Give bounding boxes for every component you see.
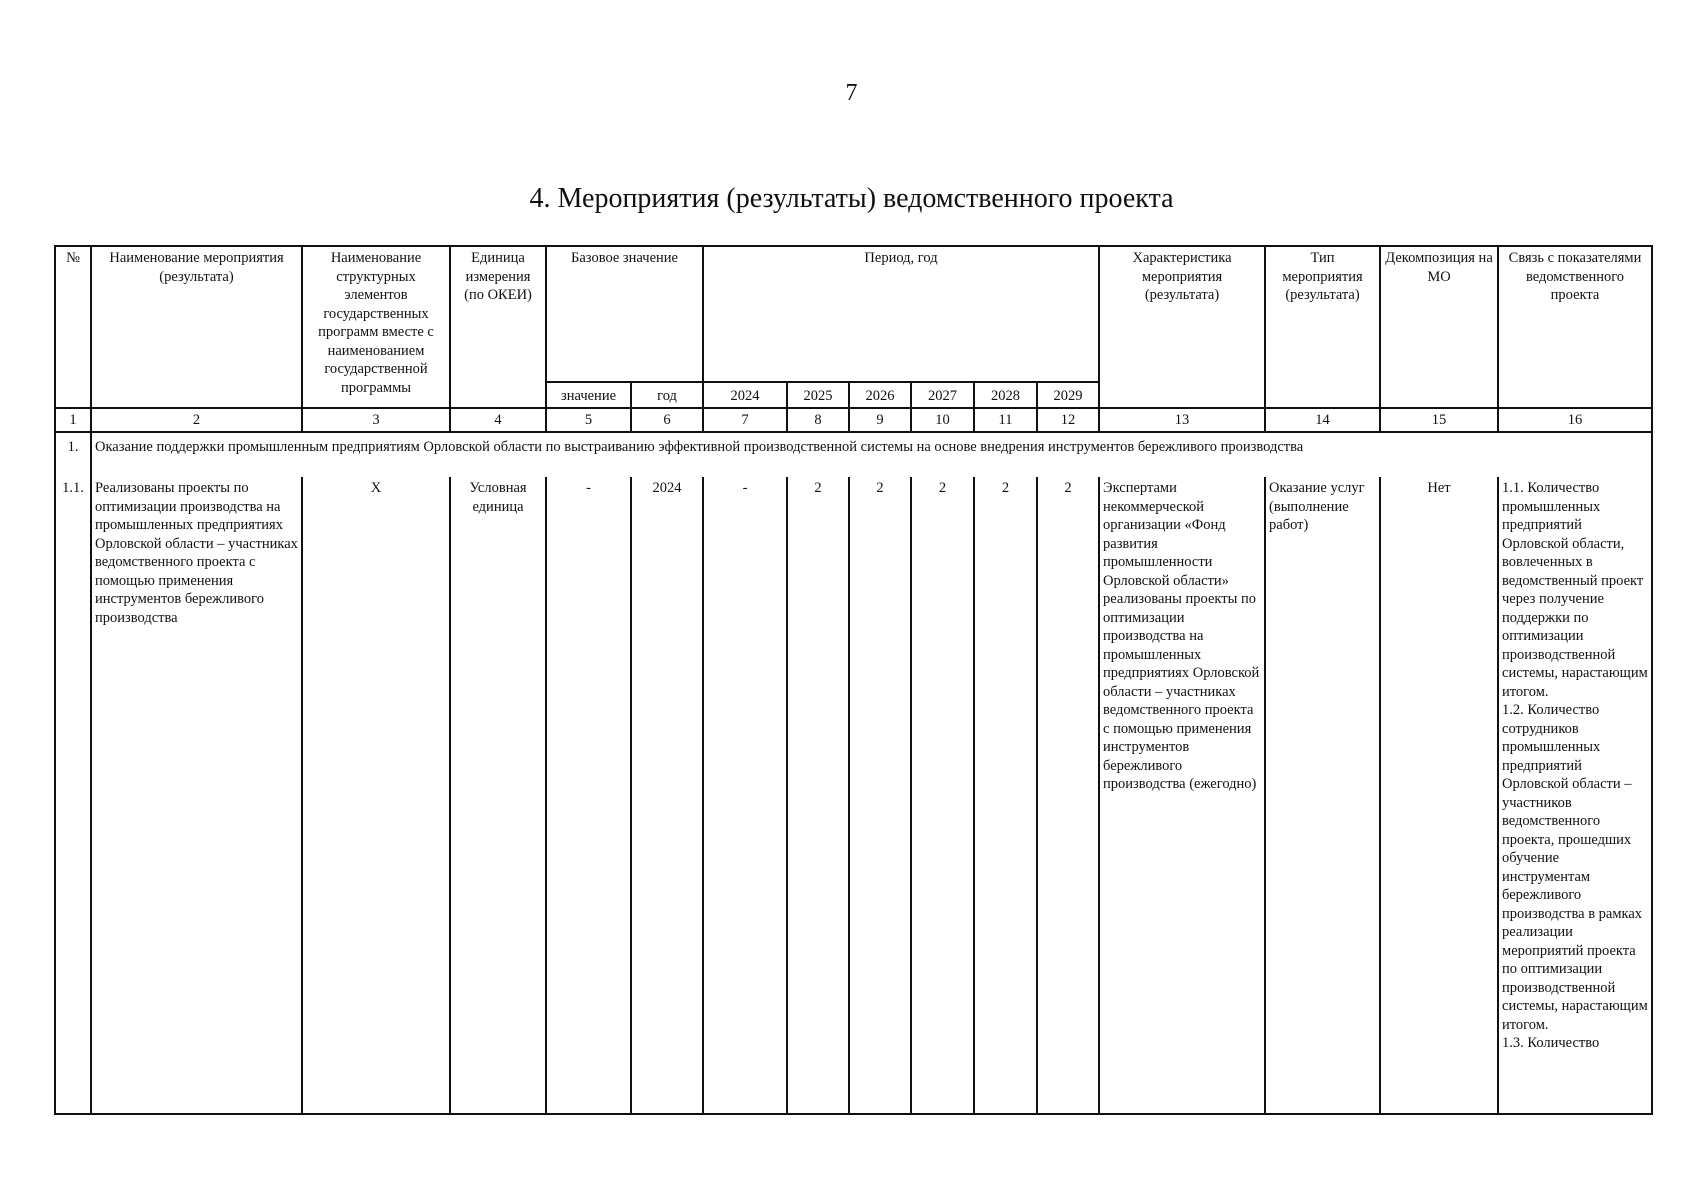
header-year-2026: 2026 [849,382,911,408]
header-year-2028: 2028 [974,382,1037,408]
row-unit: Условная единица [450,477,546,1114]
column-number: 10 [911,408,974,432]
column-number: 3 [302,408,450,432]
column-number: 14 [1265,408,1380,432]
header-year-2027: 2027 [911,382,974,408]
header-base-value: значение [546,382,631,408]
column-number: 16 [1498,408,1652,432]
section-row [55,432,1652,477]
header-base: Базовое значение [546,246,703,382]
column-number: 11 [974,408,1037,432]
column-number: 5 [546,408,631,432]
row-value-2028: 2 [974,477,1037,1114]
section-num: 1. [55,432,91,477]
row-base-value: - [546,477,631,1114]
header-base-year: год [631,382,703,408]
activities-table [54,245,1653,1115]
row-value-2024: - [703,477,787,1114]
column-number: 8 [787,408,849,432]
header-name: Наименование мероприятия (результата) [91,246,302,408]
column-number: 1 [55,408,91,432]
page-title: 4. Мероприятия (результаты) ведомственного проекта [529,183,1174,214]
row-link: 1.1. Количество промышленных предприятий Орловской области, вовлеченных в ведомственный проект через получение поддержки по оптимизации производственной системы, нарастающим итогом. 1.2. Количество сотрудников промышленных предприятий Орловской области – участников ведомственного проекта, прошедших обучение инструментам бережливого производства в рамках реализации мероприятий проекта по оптимизации производственной системы, нарастающим итогом. 1.3. Количество [1498,477,1652,1114]
header-year-2024: 2024 [703,382,787,408]
column-number: 7 [703,408,787,432]
row-value-2029: 2 [1037,477,1099,1114]
header-type: Тип мероприятия (результата) [1265,246,1380,408]
table-row [55,477,1652,1114]
section-title: Оказание поддержки промышленным предприятиям Орловской области по выстраиванию эффективной производственной системы на основе внедрения инструментов бережливого производства [91,432,1652,477]
column-number: 13 [1099,408,1265,432]
header-decomposition: Декомпозиция на МО [1380,246,1498,408]
header-structural: Наименование структурных элементов государственных программ вместе с наименованием государственной программы [302,246,450,408]
row-structural: X [302,477,450,1114]
column-number: 6 [631,408,703,432]
column-number: 15 [1380,408,1498,432]
header-period: Период, год [703,246,1099,382]
row-decomposition: Нет [1380,477,1498,1114]
header-row [55,246,1652,382]
column-number: 12 [1037,408,1099,432]
row-value-2025: 2 [787,477,849,1114]
row-num: 1.1. [55,477,91,1114]
row-type: Оказание услуг (выполнение работ) [1265,477,1380,1114]
row-characteristic: Экспертами некоммерческой организации «Фонд развития промышленности Орловской области» реализованы проекты по оптимизации производства на промышленных предприятиях Орловской области – участниках ведомственного проекта с помощью применения инструментов бережливого производства (ежегодно) [1099,477,1265,1114]
column-number-row [55,408,1652,432]
column-number: 4 [450,408,546,432]
row-value-2027: 2 [911,477,974,1114]
row-name: Реализованы проекты по оптимизации производства на промышленных предприятиях Орловской области – участниках ведомственного проекта с помощью применения инструментов бережливого производства [91,477,302,1114]
header-characteristic: Характеристика мероприятия (результата) [1099,246,1265,408]
row-value-2026: 2 [849,477,911,1114]
header-unit: Единица измерения (по ОКЕИ) [450,246,546,408]
column-number: 2 [91,408,302,432]
row-base-year: 2024 [631,477,703,1114]
header-num: № [55,246,91,408]
page-number: 7 [845,80,858,106]
column-number: 9 [849,408,911,432]
header-link: Связь с показателями ведомственного проекта [1498,246,1652,408]
header-year-2025: 2025 [787,382,849,408]
header-year-2029: 2029 [1037,382,1099,408]
